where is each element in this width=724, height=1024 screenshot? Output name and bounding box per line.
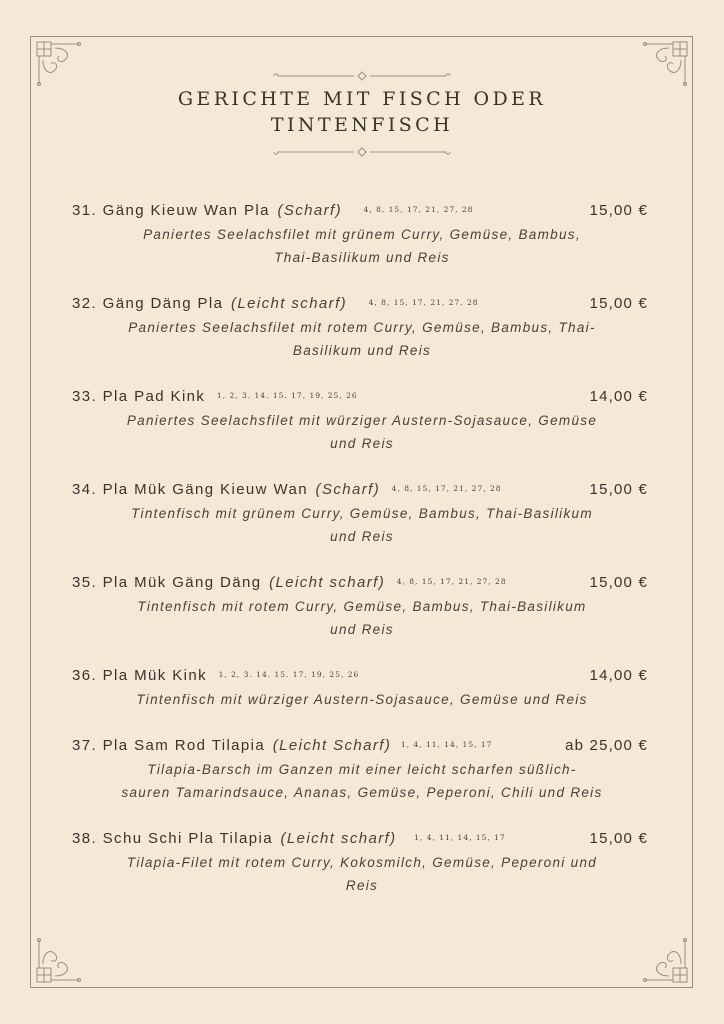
dish-name: Schu Schi Pla Tilapia: [102, 830, 273, 847]
dish-name: Gäng Kieuw Wan Pla: [102, 202, 270, 219]
allergen-codes: 1, 4, 11, 14, 15, 17: [414, 833, 506, 843]
menu-item: [72, 828, 652, 897]
ornamental-corner-icon: [35, 932, 87, 984]
allergen-codes: 4, 8, 15, 17, 21, 27, 28: [391, 484, 502, 494]
menu-item: [72, 386, 652, 455]
dish-number: 34.: [72, 481, 98, 498]
spice-level: (Leicht scharf): [231, 295, 348, 312]
ornamental-corner-icon: [637, 40, 689, 92]
allergen-codes: 4, 8, 15, 17, 21, 27, 28: [363, 205, 474, 215]
dish-name: Pla Mük Kink: [102, 667, 207, 684]
menu-item: [72, 293, 652, 362]
ornamental-corner-icon: [35, 40, 87, 92]
dish-price: ab 25,00 €: [565, 737, 648, 754]
dish-name: Pla Pad Kink: [102, 388, 206, 405]
spice-level: (Leicht Scharf): [272, 737, 392, 754]
allergen-codes: 4, 8, 15, 17, 21, 27, 28: [396, 577, 507, 587]
dish-number: 33.: [72, 388, 98, 405]
dish-name: Pla Mük Gäng Däng: [102, 574, 262, 591]
menu-item: [72, 735, 652, 804]
menu-item: [72, 200, 652, 269]
menu-item: [72, 665, 652, 711]
dish-price: 15,00 €: [589, 574, 648, 591]
dish-number: 38.: [72, 830, 98, 847]
ornamental-divider-icon: [272, 147, 452, 157]
dish-price: 15,00 €: [589, 295, 648, 312]
dish-name: Gäng Däng Pla: [102, 295, 224, 312]
dish-price: 14,00 €: [589, 388, 648, 405]
dish-number: 36.: [72, 667, 98, 684]
dish-name: Pla Sam Rod Tilapia: [102, 737, 266, 754]
dish-number: 31.: [72, 202, 98, 219]
spice-level: (Leicht scharf): [280, 830, 397, 847]
dish-number: 37.: [72, 737, 98, 754]
dish-price: 15,00 €: [589, 481, 648, 498]
dish-description: Paniertes Seelachsfilet mit grünem Curry, Gemüse, Bambus, Thai-Basilikum und Reis: [143, 227, 581, 265]
allergen-codes: 1, 4, 11, 14, 15, 17: [400, 740, 493, 750]
allergen-codes: 4, 8, 15, 17, 21, 27, 28: [368, 298, 479, 308]
dish-name: Pla Mük Gäng Kieuw Wan: [102, 481, 308, 498]
ornamental-corner-icon: [637, 932, 689, 984]
dish-number: 32.: [72, 295, 98, 312]
dish-description: Paniertes Seelachsfilet mit würziger Austern-Sojasauce, Gemüse und Reis: [126, 413, 598, 451]
dish-price: 15,00 €: [589, 202, 648, 219]
menu-item: [72, 479, 652, 548]
dish-description: Tintenfisch mit grünem Curry, Gemüse, Bambus, Thai-Basilikum und Reis: [131, 506, 593, 544]
dish-description: Paniertes Seelachsfilet mit rotem Curry, Gemüse, Bambus, Thai- Basilikum und Reis: [128, 320, 596, 358]
page-title: GERICHTE MIT FISCH ODER TINTENFISCH: [177, 88, 547, 136]
spice-level: (Scharf): [277, 202, 342, 219]
menu-item: [72, 572, 652, 641]
dish-price: 14,00 €: [589, 667, 648, 684]
allergen-codes: 1, 2, 3. 14. 15. 17, 19, 25, 26: [218, 670, 360, 680]
spice-level: (Scharf): [315, 481, 381, 498]
dish-description: Tilapia-Barsch im Ganzen mit einer leicht scharfen süßlich- sauren Tamarindsauce, Ananas, Gemüse, Peperoni, Chili und Reis: [121, 762, 603, 800]
dish-description: Tilapia-Filet mit rotem Curry, Kokosmilch, Gemüse, Peperoni und Reis: [126, 855, 598, 893]
dish-price: 15,00 €: [589, 830, 648, 847]
dish-description: Tintenfisch mit würziger Austern-Sojasauce, Gemüse und Reis: [136, 692, 588, 707]
allergen-codes: 1, 2, 3. 14. 15. 17, 19, 25, 26: [216, 391, 358, 401]
dish-description: Tintenfisch mit rotem Curry, Gemüse, Bambus, Thai-Basilikum und Reis: [137, 599, 587, 637]
dish-number: 35.: [72, 574, 98, 591]
ornamental-divider-icon: [272, 71, 452, 81]
spice-level: (Leicht scharf): [269, 574, 386, 591]
